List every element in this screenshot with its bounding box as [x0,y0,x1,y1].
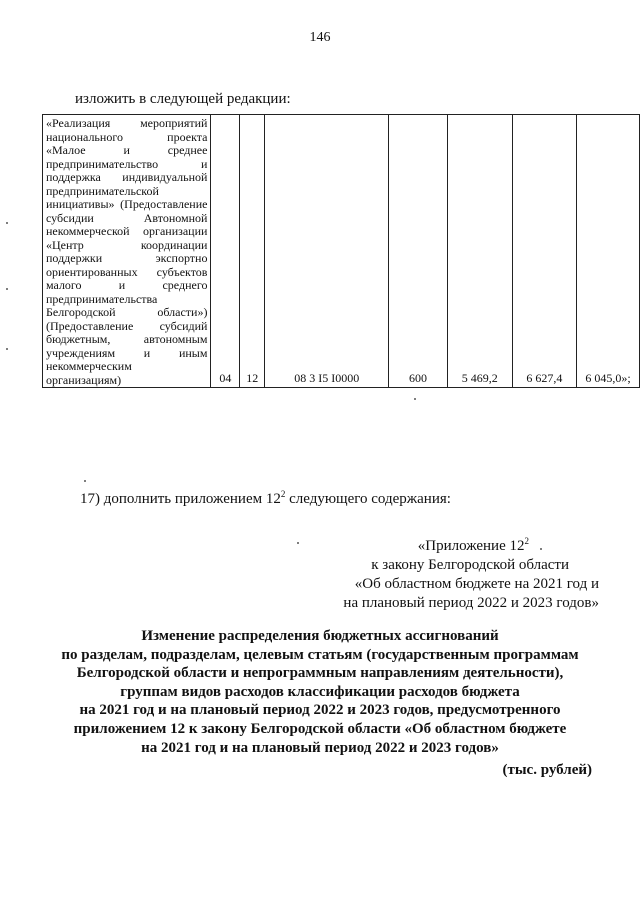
point-17-sup: 2 [280,489,286,499]
point-17-after: следующего содержания: [285,491,451,507]
target-article-cell: 08 3 I5 I0000 [265,115,389,388]
budget-table [42,114,640,388]
scan-speck [6,288,8,290]
subsection-cell: 12 [240,115,265,388]
appendix-title-sup: 2 [524,536,529,546]
amount-2021-cell: 5 469,2 [447,115,512,388]
point-17-before: 17) дополнить приложением 12 [80,491,281,507]
heading-line-6: приложением 12 к закону Белгородской области «Об областном бюджете [73,720,567,737]
appendix-line-3: «Об областном бюджете на 2021 год и [354,576,599,592]
expense-type-cell: 600 [389,115,448,388]
appendix-title [343,537,599,556]
page-number: 146 [309,30,331,45]
scan-speck [6,222,8,224]
heading-line-3: Белгородской области и непрограммным направлениям деятельности), [76,665,564,682]
intro-text: изложить в следующей редакции: [75,91,291,107]
appendix-block [343,537,599,613]
appendix-line-2: к закону Белгородской области [371,557,569,573]
amount-2022-cell: 6 627,4 [512,115,577,388]
scan-speck [84,480,86,482]
scan-speck [540,548,542,550]
scan-speck [6,348,8,350]
heading-line-1: Изменение распределения бюджетных ассигнований [141,628,499,644]
heading-line-2: по разделам, подразделам, целевым статьям (государственным программам [61,646,579,663]
document-heading [40,627,600,757]
heading-line-7: на 2021 год и на плановый период 2022 и 2023 годов» [141,739,499,756]
section-cell: 04 [211,115,240,388]
appendix-title-text: «Приложение 12 [417,538,525,554]
description-cell: «Реализация мероприятий национального проекта «Малое и среднее предпринимательство и поддержка индивидуальной предпринимательской инициативы» (Предоставление субсидии Автономной некоммерческой организации «Центр координации поддержки экспортно ориентированных субъектов малого и среднего предпринимательства Белгородской области») (Предоставление субсидий бюджетным, автономным учреждениям и иным некоммерческим организациям) [43,115,211,388]
appendix-line-4: на плановый период 2022 и 2023 годов» [343,595,599,611]
heading-line-5: на 2021 год и на плановый период 2022 и 2023 годов, предусмотренного [79,702,561,719]
scan-speck [297,542,299,544]
scan-speck [414,398,416,400]
table-row [43,115,640,388]
units-label: (тыс. рублей) [502,762,592,778]
heading-line-4: группам видов расходов классификации расходов бюджета [120,683,520,700]
amount-2023-cell: 6 045,0»; [577,115,640,388]
point-17-text [80,491,451,508]
